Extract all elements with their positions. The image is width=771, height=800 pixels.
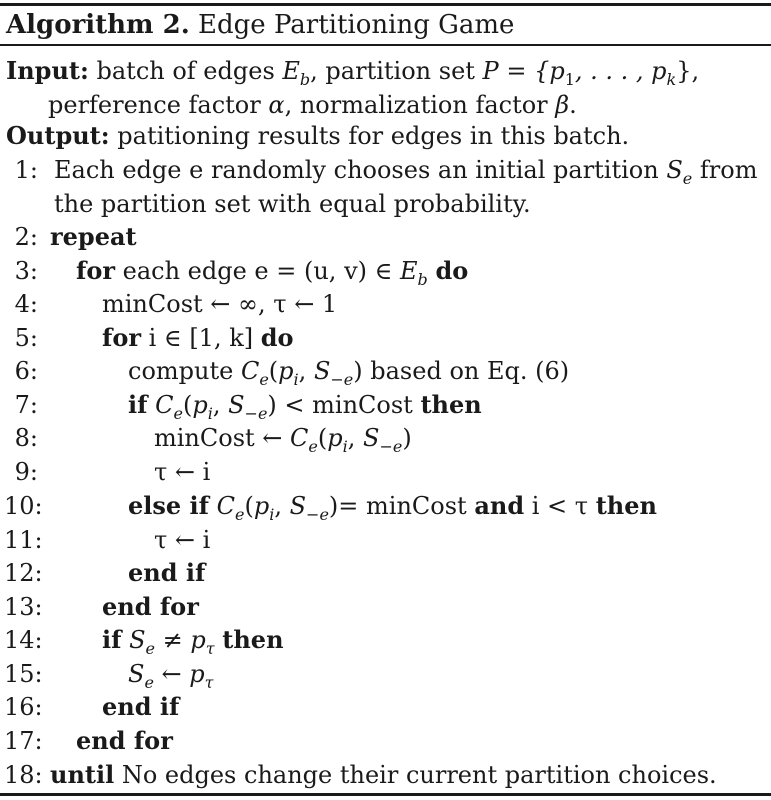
line-number: 6: bbox=[14, 357, 38, 385]
algorithm-line: if $S_e \ne p_\tau$ then bbox=[102, 625, 284, 658]
algorithm-line: end if bbox=[128, 558, 206, 587]
algorithm-line: $S_e$ ← $p_\tau$ bbox=[128, 660, 214, 692]
algorithm-label: Algorithm 2. bbox=[6, 10, 190, 40]
algorithm-line: if $C_e(p_i$, $S_{-e}$) < minCost then bbox=[128, 390, 482, 423]
input-p: P = {p bbox=[482, 57, 565, 85]
algorithm-line: end if bbox=[102, 692, 180, 721]
input-p-sub1: 1 bbox=[564, 69, 575, 89]
input-line2-b: , normalization factor bbox=[284, 91, 556, 119]
algorithm-line: repeat bbox=[50, 222, 137, 251]
algorithm-line: τ ← i bbox=[154, 458, 211, 486]
output-text: patitioning results for edges in this batch. bbox=[117, 122, 630, 150]
line-number: 18: bbox=[4, 761, 43, 789]
line-number: 17: bbox=[4, 727, 43, 755]
input-line bbox=[6, 56, 699, 95]
bottom-rule bbox=[0, 793, 771, 796]
top-rule bbox=[0, 3, 771, 6]
line-number: 4: bbox=[14, 290, 38, 318]
line-number: 13: bbox=[4, 593, 43, 621]
input-line2-c: . bbox=[569, 91, 577, 119]
line-number: 9: bbox=[14, 458, 38, 486]
line-number: 14: bbox=[4, 626, 43, 654]
algorithm-line: end for bbox=[102, 592, 199, 621]
algorithm-line: minCost ← ∞, τ ← 1 bbox=[102, 290, 338, 318]
algorithm-title bbox=[6, 10, 514, 40]
input-text-1: batch of edges bbox=[96, 57, 283, 85]
algorithm-line: minCost ← $C_e(p_i$, $S_{-e}$) bbox=[154, 424, 412, 456]
input-p-end: }, bbox=[676, 57, 700, 85]
line-number: 12: bbox=[4, 559, 43, 587]
input-eb: E bbox=[282, 57, 300, 85]
input-beta: β bbox=[555, 91, 570, 119]
algorithm-line: compute $C_e(p_i$, $S_{-e}$) based on Eq. (6) bbox=[128, 357, 570, 389]
line-number: 7: bbox=[14, 391, 38, 419]
algorithm-line: Each edge e randomly chooses an initial partition $S_e$ from bbox=[54, 156, 758, 188]
line-number: 8: bbox=[14, 424, 38, 452]
title-rule bbox=[0, 44, 771, 46]
algorithm-name: Edge Partitioning Game bbox=[198, 10, 515, 40]
input-line-2 bbox=[48, 90, 577, 120]
algorithm-line: for i ∈ [1, k] do bbox=[102, 323, 294, 352]
line-number: 16: bbox=[4, 693, 43, 721]
output-label: Output: bbox=[6, 121, 110, 150]
algorithm-line: else if $C_e(p_i$, $S_{-e})=$ minCost and i < τ then bbox=[128, 491, 657, 524]
line-number: 1: bbox=[14, 156, 38, 184]
input-p-mid: , . . . , p bbox=[574, 57, 667, 85]
line-number: 11: bbox=[4, 526, 43, 554]
input-text-2: , partition set bbox=[310, 57, 483, 85]
line-number: 15: bbox=[4, 660, 43, 688]
algorithm-line: until No edges change their current partition choices. bbox=[50, 760, 717, 789]
algorithm-line: end for bbox=[76, 726, 173, 755]
line-number: 3: bbox=[14, 257, 38, 285]
input-line2-a: perference factor bbox=[48, 91, 269, 119]
output-line bbox=[6, 121, 629, 151]
line-number: 10: bbox=[4, 492, 43, 520]
input-eb-sub: b bbox=[299, 69, 311, 89]
input-alpha: α bbox=[268, 91, 285, 119]
algorithm-line-continued: the partition set with equal probability. bbox=[54, 190, 531, 218]
line-number: 2: bbox=[14, 223, 38, 251]
algorithm-line: τ ← i bbox=[154, 526, 211, 554]
line-number: 5: bbox=[14, 324, 38, 352]
algorithm-line: for each edge e = (u, v) ∈ $E_b$ do bbox=[76, 256, 469, 289]
input-label: Input: bbox=[6, 56, 89, 85]
input-p-subk: k bbox=[666, 69, 677, 89]
